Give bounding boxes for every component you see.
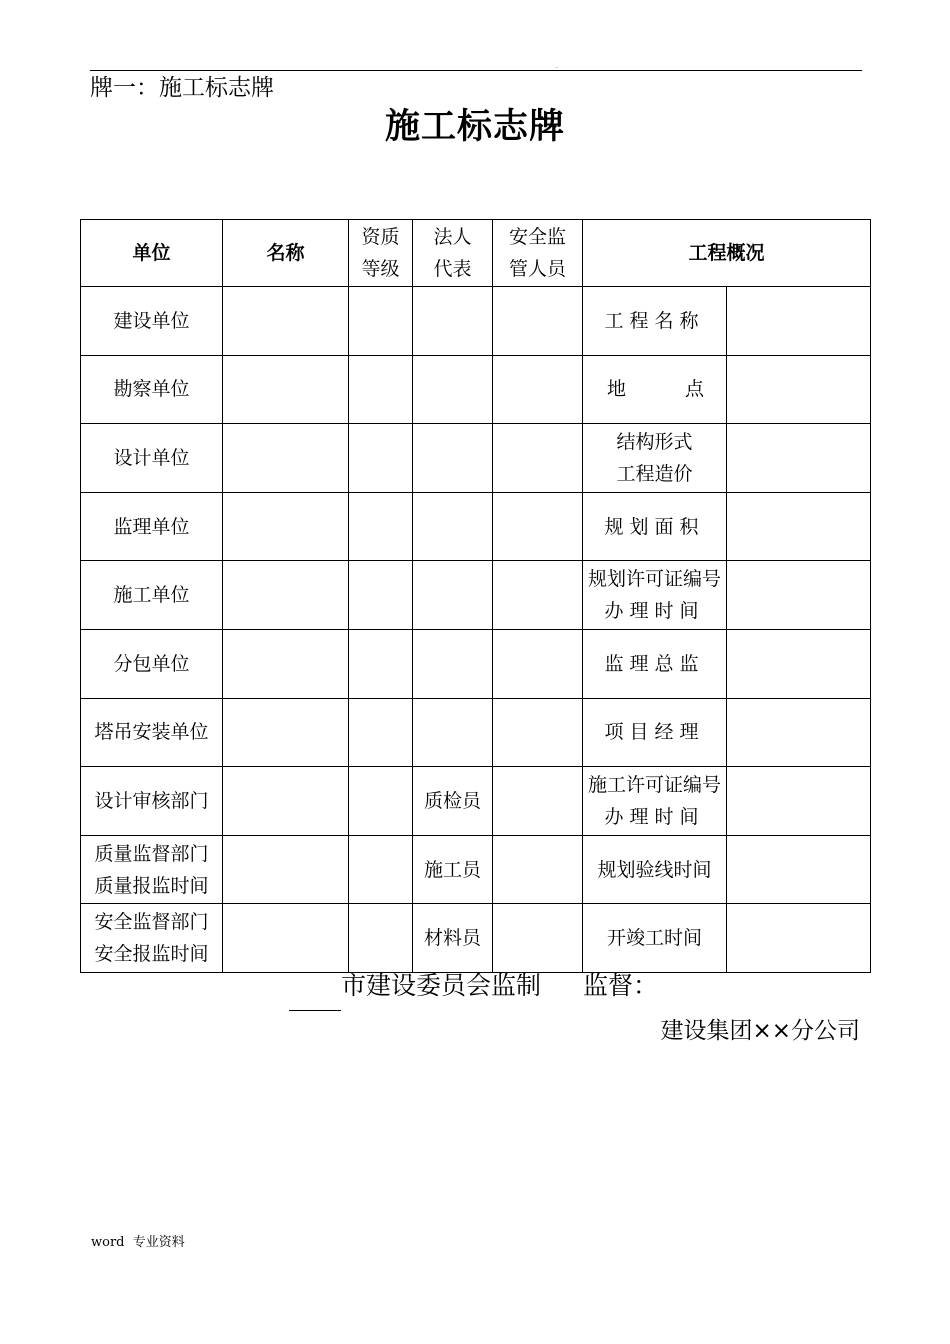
header-overview: 工程概况 (583, 220, 871, 287)
overview-value (727, 698, 871, 767)
table-header-row (81, 220, 871, 287)
table-row (81, 629, 871, 698)
header-legal-rep: 法人 代表 (413, 220, 493, 287)
overview-label: 地 点 (583, 355, 727, 424)
table-row (81, 424, 871, 493)
overview-label: 结构形式 工程造价 (583, 424, 727, 493)
table-row (81, 698, 871, 767)
construction-sign-table (80, 219, 871, 973)
overview-value (727, 904, 871, 973)
name-cell (223, 287, 349, 356)
overview-label: 施工许可证编号 办理时间 (583, 767, 727, 836)
overview-value (727, 492, 871, 561)
footer-supervise: 监督： (583, 971, 659, 1000)
overview-value (727, 355, 871, 424)
name-cell (223, 835, 349, 904)
mid-cell: 材料员 (413, 904, 493, 973)
name-cell (223, 492, 349, 561)
unit-cell: 建设单位 (81, 287, 223, 356)
unit-cell: 设计审核部门 (81, 767, 223, 836)
footer-company: 建设集团××分公司 (660, 1018, 860, 1044)
unit-cell: 质量监督部门 质量报监时间 (81, 835, 223, 904)
header-qualification: 资质 等级 (349, 220, 413, 287)
name-cell (223, 424, 349, 493)
table-row (81, 904, 871, 973)
unit-cell: 施工单位 (81, 561, 223, 630)
mid-cell: 施工员 (413, 835, 493, 904)
unit-cell: 塔吊安装单位 (81, 698, 223, 767)
overview-value (727, 424, 871, 493)
table-row (81, 561, 871, 630)
page-label: 牌一：施工标志牌 (90, 75, 274, 101)
overview-value (727, 629, 871, 698)
footer-committee: 市建设委员会监制 (341, 971, 542, 1000)
mid-cell (413, 629, 493, 698)
overview-label: 工程名称 (583, 287, 727, 356)
page-footer: word 专业资料 (91, 1235, 185, 1250)
name-cell (223, 629, 349, 698)
overview-value (727, 287, 871, 356)
header-dot: . (556, 63, 558, 70)
header-name: 名称 (223, 220, 349, 287)
header-unit: 单位 (81, 220, 223, 287)
name-cell (223, 698, 349, 767)
name-cell (223, 561, 349, 630)
table-row (81, 835, 871, 904)
unit-cell: 监理单位 (81, 492, 223, 561)
overview-value (727, 835, 871, 904)
name-cell (223, 355, 349, 424)
name-cell (223, 904, 349, 973)
unit-cell: 设计单位 (81, 424, 223, 493)
mid-cell (413, 355, 493, 424)
overview-label: 监理总监 (583, 629, 727, 698)
page-title: 施工标志牌 (384, 107, 565, 147)
mid-cell (413, 698, 493, 767)
mid-cell (413, 561, 493, 630)
unit-cell: 分包单位 (81, 629, 223, 698)
mid-cell (413, 287, 493, 356)
header-rule (90, 70, 862, 71)
unit-cell: 勘察单位 (81, 355, 223, 424)
table-row (81, 355, 871, 424)
header-safety-supervisor: 安全监 管人员 (493, 220, 583, 287)
table-row (81, 287, 871, 356)
overview-value (727, 767, 871, 836)
unit-cell: 安全监督部门 安全报监时间 (81, 904, 223, 973)
overview-value (727, 561, 871, 630)
table-row (81, 767, 871, 836)
overview-label: 开竣工时间 (583, 904, 727, 973)
overview-label: 规划面积 (583, 492, 727, 561)
table-row (81, 492, 871, 561)
overview-label: 规划验线时间 (583, 835, 727, 904)
footer-rule (289, 1010, 341, 1011)
mid-cell (413, 424, 493, 493)
overview-label: 项目经理 (583, 698, 727, 767)
mid-cell (413, 492, 493, 561)
name-cell (223, 767, 349, 836)
overview-label: 规划许可证编号 办理时间 (583, 561, 727, 630)
mid-cell: 质检员 (413, 767, 493, 836)
